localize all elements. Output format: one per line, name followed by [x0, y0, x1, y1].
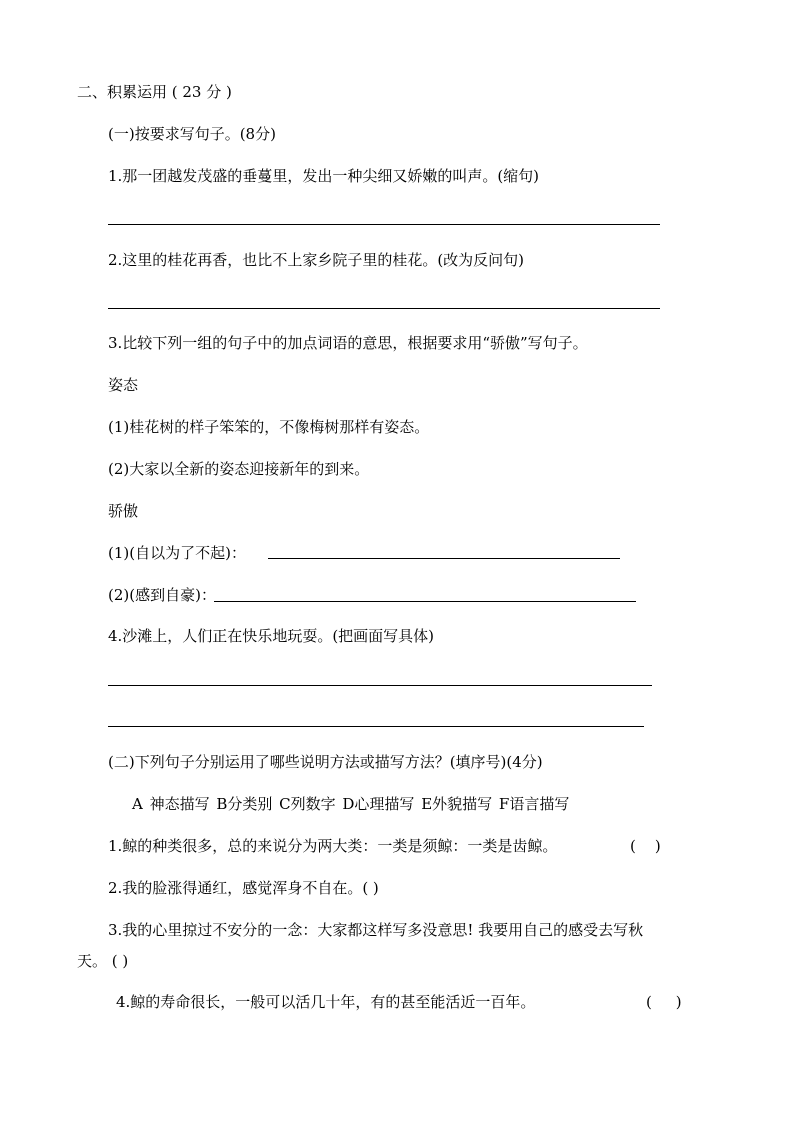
question-1: 1.那一团越发茂盛的垂蔓里，发出一种尖细又娇嫩的叫声。(缩句) — [108, 167, 540, 185]
word-jiaoao: 骄傲 — [108, 502, 139, 520]
part1-title: (一)按要求写句子。(8分) — [108, 125, 276, 143]
question-2: 2.这里的桂花再香，也比不上家乡院子里的桂花。(改为反问句) — [108, 251, 525, 269]
jiaoao-prompt-2 — [108, 585, 216, 605]
answer-line-4b[interactable] — [108, 726, 644, 727]
part2-question-1: 1.鲸的种类很多，总的来说分为两大类：一类是须鲸：一类是齿鲸。 — [108, 837, 558, 855]
answer-paren-1[interactable]: ( ) — [630, 837, 661, 855]
part2-question-3-line2: 天。 ( ) — [77, 952, 129, 970]
part2-title: (二)下列句子分别运用了哪些说明方法或描写方法？(填序号)(4分) — [108, 753, 543, 771]
jiaoao-prompt-1 — [108, 543, 246, 563]
method-options: A 神态描写 B分类别 C列数字 D心理描写 E外貌描写 F语言描写 — [132, 795, 570, 813]
question-3: 3.比较下列一组的句子中的加点词语的意思，根据要求用“骄傲”写句子。 — [108, 334, 588, 352]
answer-line-jiaoao-2[interactable] — [214, 601, 636, 602]
part2-question-3-line1: 3.我的心里掠过不安分的一念：大家都这样写多没意思! 我要用自己的感受去写秋 — [108, 921, 644, 939]
answer-line-4a[interactable] — [108, 685, 652, 686]
word-zitai: 姿态 — [108, 376, 139, 394]
question-4: 4.沙滩上，人们正在快乐地玩耍。(把画面写具体) — [108, 627, 435, 645]
answer-line-1[interactable] — [108, 224, 660, 225]
answer-paren-4[interactable]: ( ) — [646, 993, 682, 1011]
part2-question-2: 2.我的脸涨得通红，感觉浑身不自在。( ) — [108, 879, 379, 897]
answer-line-2[interactable] — [108, 308, 660, 309]
section-title: 二、积累运用 ( 23 分 ) — [77, 83, 232, 101]
sentence-zitai-2: (2)大家以全新的姿态迎接新年的到来。 — [108, 460, 370, 478]
answer-line-jiaoao-1[interactable] — [268, 558, 620, 559]
part2-question-4: 4.鲸的寿命很长，一般可以活几十年，有的甚至能活近一百年。 — [116, 993, 536, 1011]
jiaoao-prompt-2-label: (2)(感到自豪)： — [108, 586, 216, 604]
sentence-zitai-1: (1)桂花树的样子笨笨的，不像梅树那样有姿态。 — [108, 418, 430, 436]
jiaoao-prompt-1-label: (1)(自以为了不起)： — [108, 544, 246, 562]
